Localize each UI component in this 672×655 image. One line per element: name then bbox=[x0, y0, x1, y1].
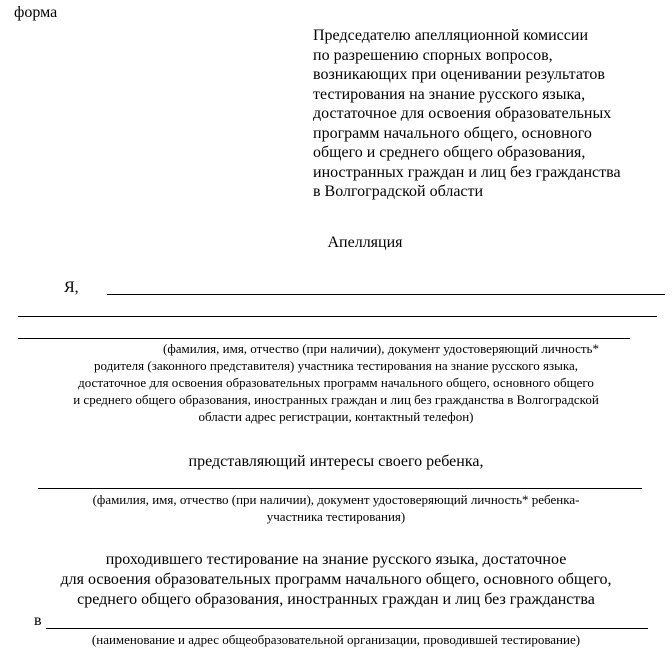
child-name-line[interactable] bbox=[38, 488, 642, 489]
organization-line[interactable] bbox=[46, 628, 648, 629]
caption-line: достаточное для освоения образовательных программ начального общего, основного общего bbox=[78, 375, 594, 390]
addressee-line: Председателю апелляционной комиссии bbox=[313, 27, 588, 44]
addressee-line: в Волгоградской области bbox=[313, 183, 484, 200]
document-title: Апелляция bbox=[327, 234, 403, 251]
applicant-name-line[interactable] bbox=[107, 294, 665, 295]
addressee-line: иностранных граждан и лиц без гражданства bbox=[313, 163, 621, 181]
organization-caption: (наименование и адрес общеобразовательной организации, проводившей тестирование) bbox=[91, 632, 581, 647]
testing-line: среднего общего образования, иностранных граждан и лиц без гражданства bbox=[77, 591, 595, 608]
caption-line: области адрес регистрации, контактный телефон) bbox=[198, 409, 474, 424]
addressee-line: достаточное для освоения образовательных bbox=[313, 105, 612, 122]
testing-line: проходившего тестирование на знание русского языка, достаточное bbox=[105, 551, 567, 568]
child-caption bbox=[0, 491, 672, 525]
addressee-line: общего и среднего общего образования, bbox=[313, 144, 586, 161]
applicant-name-line-2[interactable] bbox=[18, 316, 657, 317]
caption-line: родителя (законного представителя) участника тестирования на знание русского языка, bbox=[94, 358, 578, 373]
applicant-name-line-3[interactable] bbox=[18, 338, 630, 339]
caption-line: участника тестирования) bbox=[266, 509, 406, 524]
addressee-line: возникающих при оценивании результатов bbox=[313, 66, 605, 83]
testing-line: для освоения образовательных программ начального общего, основного общего, bbox=[60, 571, 612, 588]
organization-prefix: в bbox=[34, 612, 42, 629]
applicant-prefix: Я, bbox=[64, 279, 79, 296]
caption-line: и среднего общего образования, иностранных граждан и лиц без гражданства в Волгоградской bbox=[73, 392, 599, 407]
addressee-line: тестирования на знание русского языка, bbox=[313, 85, 586, 103]
caption-line: (фамилия, имя, отчество (при наличии), документ удостоверяющий личность* ребенка- bbox=[92, 492, 580, 507]
applicant-caption bbox=[0, 340, 672, 425]
form-label: форма bbox=[14, 4, 58, 21]
testing-text bbox=[0, 550, 672, 610]
addressee-block bbox=[313, 26, 669, 202]
addressee-line: по разрешению спорных вопросов, bbox=[313, 46, 553, 64]
addressee-line: программ начального общего, основного bbox=[313, 124, 592, 142]
caption-line: (фамилия, имя, отчество (при наличии), документ удостоверяющий личность* bbox=[163, 341, 599, 356]
child-heading: представляющий интересы своего ребенка, bbox=[188, 453, 484, 470]
